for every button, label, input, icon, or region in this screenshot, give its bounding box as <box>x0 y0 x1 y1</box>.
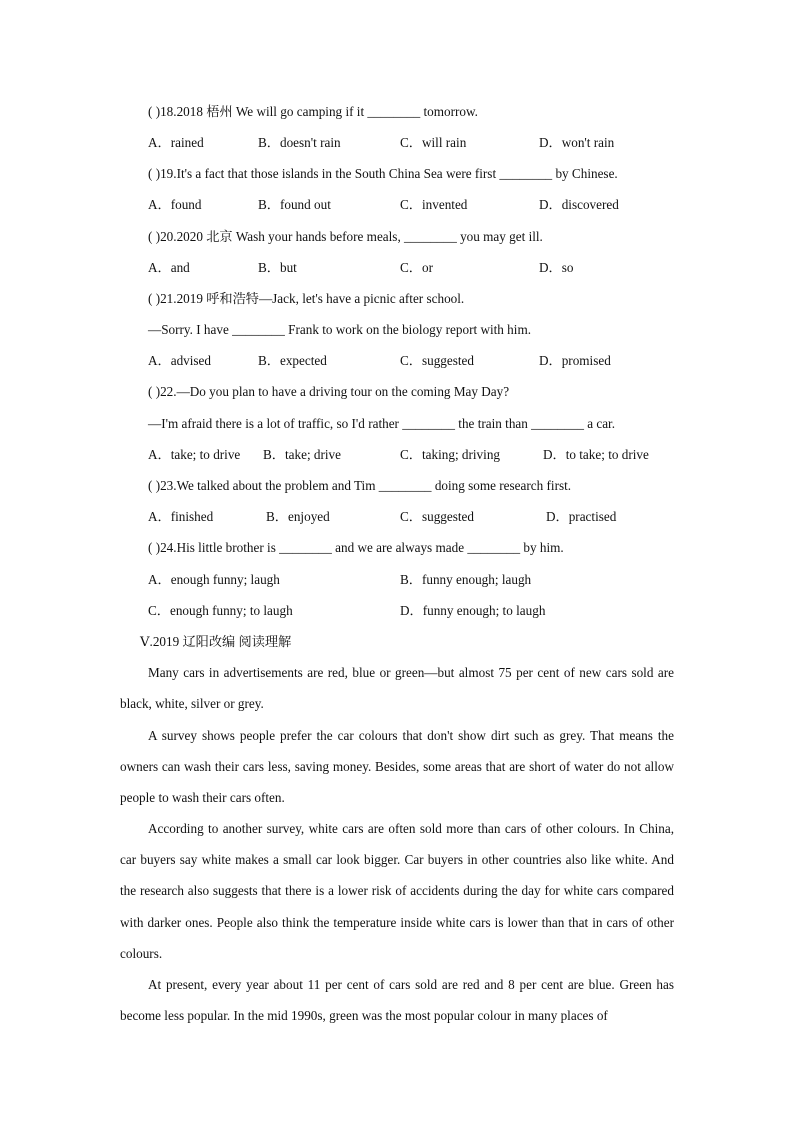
question-24-option-c: C．enough funny; to laugh <box>148 603 293 618</box>
question-19-option-c: C．invented <box>400 197 468 212</box>
question-23-option-a: A．finished <box>148 509 214 524</box>
paragraph-4: At present, every year about 11 per cent of cars sold are red and 8 per cent are blue. Green has become less popular. In the mid 1990s, green was the most popular colour in many places of <box>120 977 674 1024</box>
question-22-option-c: C．taking; driving <box>400 447 501 462</box>
question-20-option-b: B．but <box>258 260 297 275</box>
question-24-option-b: B．funny enough; laugh <box>400 572 532 587</box>
question-23-option-d: D．practised <box>546 509 617 524</box>
paragraph-3: According to another survey, white cars are often sold more than cars of other colours. In China, car buyers say white makes a small car look bigger. Car buyers in other countries also like white. And the research also suggests that there is a lower risk of accidents during the day for white cars compared with darker ones. People also think the temperature inside white cars is lower than that in cars of other colours. <box>120 821 674 961</box>
question-24-option-d: D．funny enough; to laugh <box>400 603 546 618</box>
question-19-stem: ( )19.It's a fact that those islands in the South China Sea were first ________ by Chinese. <box>148 166 618 181</box>
question-24-stem: ( )24.His little brother is ________ and we are always made ________ by him. <box>148 540 564 555</box>
question-18-option-c: C．will rain <box>400 135 467 150</box>
question-22-option-d: D．to take; to drive <box>543 447 649 462</box>
question-18-stem: ( )18.2018 梧州 We will go camping if it ________ tomorrow. <box>148 104 478 119</box>
paragraph-1: Many cars in advertisements are red, blue or green—but almost 75 per cent of new cars sold are black, white, silver or grey. <box>120 665 674 712</box>
question-19-option-a: A．found <box>148 197 202 212</box>
question-21-option-b: B．expected <box>258 353 327 368</box>
question-19-option-b: B．found out <box>258 197 331 212</box>
question-20-stem: ( )20.2020 北京 Wash your hands before meals, ________ you may get ill. <box>148 229 543 244</box>
question-21-option-d: D．promised <box>539 353 611 368</box>
question-23-option-c: C．suggested <box>400 509 474 524</box>
question-20-option-c: C．or <box>400 260 433 275</box>
question-18-option-a: A．rained <box>148 135 204 150</box>
question-22-option-a: A．take; to drive <box>148 447 241 462</box>
section-title: Ⅴ.2019 辽阳改编 阅读理解 <box>140 634 292 649</box>
question-18-option-b: B．doesn't rain <box>258 135 341 150</box>
question-22-option-b: B．take; drive <box>263 447 342 462</box>
question-22-stem-reply: —I'm afraid there is a lot of traffic, so I'd rather ________ the train than ________ a car. <box>148 416 616 431</box>
question-21-stem: ( )21.2019 呼和浩特—Jack, let's have a picnic after school. <box>148 291 465 306</box>
question-23-option-b: B．enjoyed <box>266 509 330 524</box>
question-24-option-a: A．enough funny; laugh <box>148 572 280 587</box>
question-21-option-a: A．advised <box>148 353 211 368</box>
question-19-option-d: D．discovered <box>539 197 619 212</box>
paragraph-2: A survey shows people prefer the car colours that don't show dirt such as grey. That means the owners can wash their cars less, saving money. Besides, some areas that are short of water do not allow people to wash their cars often. <box>120 728 674 806</box>
question-23-stem: ( )23.We talked about the problem and Tim ________ doing some research first. <box>148 478 572 493</box>
question-22-stem: ( )22.—Do you plan to have a driving tour on the coming May Day? <box>148 384 510 399</box>
question-21-stem-reply: —Sorry. I have ________ Frank to work on the biology report with him. <box>148 322 531 337</box>
question-21-option-c: C．suggested <box>400 353 474 368</box>
question-20-option-d: D．so <box>539 260 574 275</box>
question-18-option-d: D．won't rain <box>539 135 615 150</box>
question-20-option-a: A．and <box>148 260 190 275</box>
